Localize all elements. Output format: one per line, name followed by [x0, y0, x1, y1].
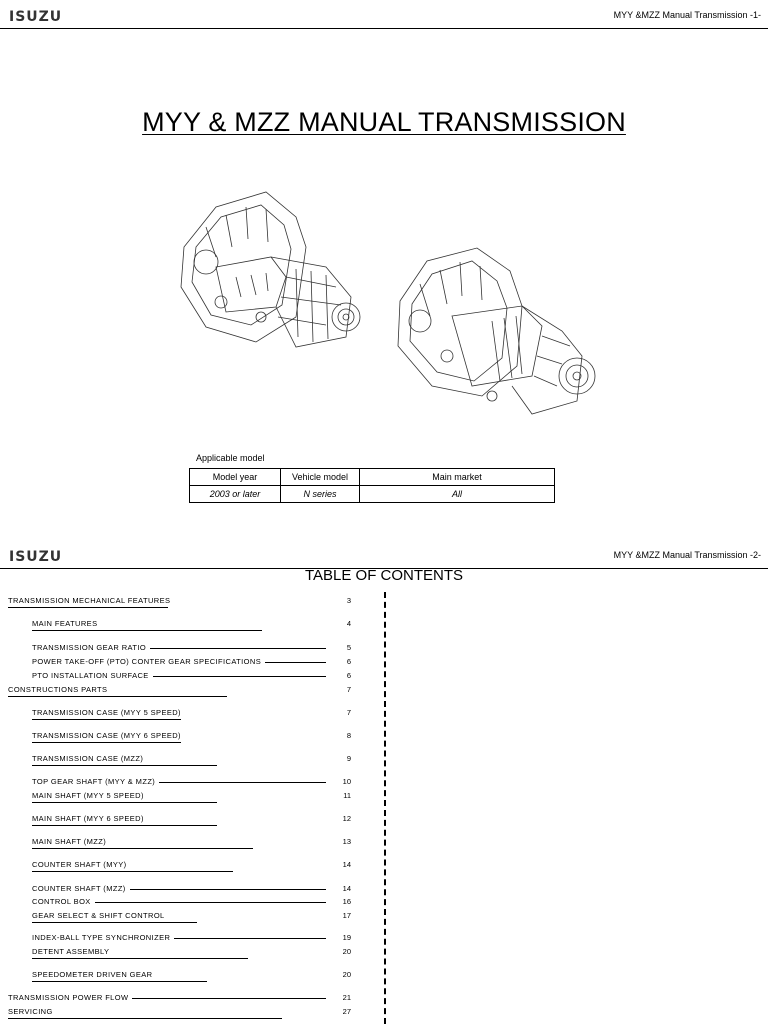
toc-entry-label: TRANSMISSION CASE (MZZ) — [32, 754, 144, 763]
toc-leader-line — [130, 889, 326, 890]
toc-page-number: 20 — [342, 970, 351, 979]
toc-page-number: 13 — [342, 837, 351, 846]
toc-page-number: 6 — [346, 657, 351, 666]
toc-entry-label: GEAR SELECT & SHIFT CONTROL — [32, 911, 165, 920]
toc-page-number: 3 — [346, 596, 351, 605]
toc-leader-line — [32, 958, 248, 959]
toc-entry-label: COUNTER SHAFT (MZZ) — [32, 884, 126, 893]
toc-leader-line — [8, 1018, 282, 1019]
toc-leader-line — [8, 696, 227, 697]
toc-leader-line — [32, 802, 217, 803]
toc-page-number: 8 — [346, 731, 351, 740]
toc-page-number: 9 — [346, 754, 351, 763]
toc-leader-line — [153, 676, 326, 677]
toc-entry-label: TRANSMISSION POWER FLOW — [8, 993, 129, 1002]
table-cell: 2003 or later — [190, 486, 281, 503]
toc-page-number: 17 — [342, 911, 351, 920]
toc-page-number: 7 — [346, 685, 351, 694]
toc-entry-label: MAIN SHAFT (MYY 6 SPEED) — [32, 814, 144, 823]
page-header — [0, 540, 768, 570]
toc-entry-label: POWER TAKE-OFF (PTO) CONTER GEAR SPECIFICATIONS — [32, 657, 262, 666]
toc-leader-line — [32, 848, 253, 849]
toc-entry-label: TRANSMISSION GEAR RATIO — [32, 643, 147, 652]
toc-entry-label: SPEEDOMETER DRIVEN GEAR — [32, 970, 153, 979]
toc-entry-label: INDEX-BALL TYPE SYNCHRONIZER — [32, 933, 171, 942]
table-header: Vehicle model — [281, 469, 360, 486]
document-title-text: MYY & MZZ MANUAL TRANSMISSION — [142, 107, 626, 137]
toc-page-number: 16 — [342, 897, 351, 906]
toc-page-number: 12 — [342, 814, 351, 823]
isuzu-logo: ISUZU — [9, 9, 63, 25]
toc-page-number: 11 — [343, 791, 351, 800]
toc-page-number: 7 — [346, 708, 351, 717]
toc-leader-line — [132, 998, 326, 999]
toc-leader-line — [8, 607, 168, 608]
toc-leader-line — [32, 922, 197, 923]
applicable-model-table — [189, 468, 555, 503]
toc-entry-label: TRANSMISSION CASE (MYY 6 SPEED) — [32, 731, 181, 740]
table-header: Main market — [360, 469, 555, 486]
toc-entry-label: DETENT ASSEMBLY — [32, 947, 110, 956]
toc-entry-label: TRANSMISSION CASE (MYY 5 SPEED) — [32, 708, 181, 717]
toc-page-number: 20 — [342, 947, 351, 956]
toc-page-number: 4 — [346, 619, 351, 628]
table-cell: N series — [281, 486, 360, 503]
toc-entry-label: CONTROL BOX — [32, 897, 91, 906]
toc-leader-line — [32, 981, 207, 982]
toc-leader-line — [32, 742, 181, 743]
toc-leader-line — [32, 630, 262, 631]
toc-leader-line — [32, 765, 217, 766]
toc-leader-line — [159, 782, 326, 783]
toc-entry-label: TRANSMISSION MECHANICAL FEATURES — [8, 596, 171, 605]
transmission-illustration-left — [176, 187, 372, 355]
table-row — [190, 486, 555, 503]
applicable-model-label: Applicable model — [196, 453, 265, 463]
table-cell: All — [360, 486, 555, 503]
document-title — [0, 107, 768, 138]
header-title: MYY &MZZ Manual Transmission -2- — [613, 550, 761, 560]
toc-leader-line — [95, 902, 326, 903]
toc-entry-label: COUNTER SHAFT (MYY) — [32, 860, 127, 869]
toc-leader-line — [32, 871, 233, 872]
page-2 — [0, 540, 768, 1024]
toc-leader-line — [32, 719, 181, 720]
column-divider — [384, 592, 386, 1024]
toc-entry-label: PTO INSTALLATION SURFACE — [32, 671, 149, 680]
isuzu-logo: ISUZU — [9, 549, 63, 565]
page-header — [0, 0, 768, 30]
toc-entry-label: MAIN SHAFT (MZZ) — [32, 837, 107, 846]
header-rule — [0, 28, 768, 29]
toc-leader-line — [265, 662, 326, 663]
toc-entry-label: SERVICING — [8, 1007, 53, 1016]
toc-entry-label: MAIN FEATURES — [32, 619, 98, 628]
toc-page-number: 27 — [342, 1007, 351, 1016]
toc-page-number: 5 — [346, 643, 351, 652]
toc-leader-line — [32, 825, 217, 826]
toc-page-number: 10 — [342, 777, 351, 786]
toc-page-number: 14 — [342, 884, 351, 893]
toc-page-number: 21 — [342, 993, 351, 1002]
toc-entry-label: MAIN SHAFT (MYY 5 SPEED) — [32, 791, 144, 800]
toc-leader-line — [174, 938, 326, 939]
toc-entry-label: CONSTRUCTIONS PARTS — [8, 685, 108, 694]
toc-title: TABLE OF CONTENTS — [304, 567, 464, 584]
toc-page-number: 14 — [342, 860, 351, 869]
transmission-illustration-right — [392, 246, 604, 422]
header-title: MYY &MZZ Manual Transmission -1- — [613, 10, 761, 20]
table-header: Model year — [190, 469, 281, 486]
toc-leader-line — [150, 648, 326, 649]
toc-page-number: 6 — [346, 671, 351, 680]
table-header-row — [190, 469, 555, 486]
toc-entry-label: TOP GEAR SHAFT (MYY & MZZ) — [32, 777, 156, 786]
toc-page-number: 19 — [342, 933, 351, 942]
